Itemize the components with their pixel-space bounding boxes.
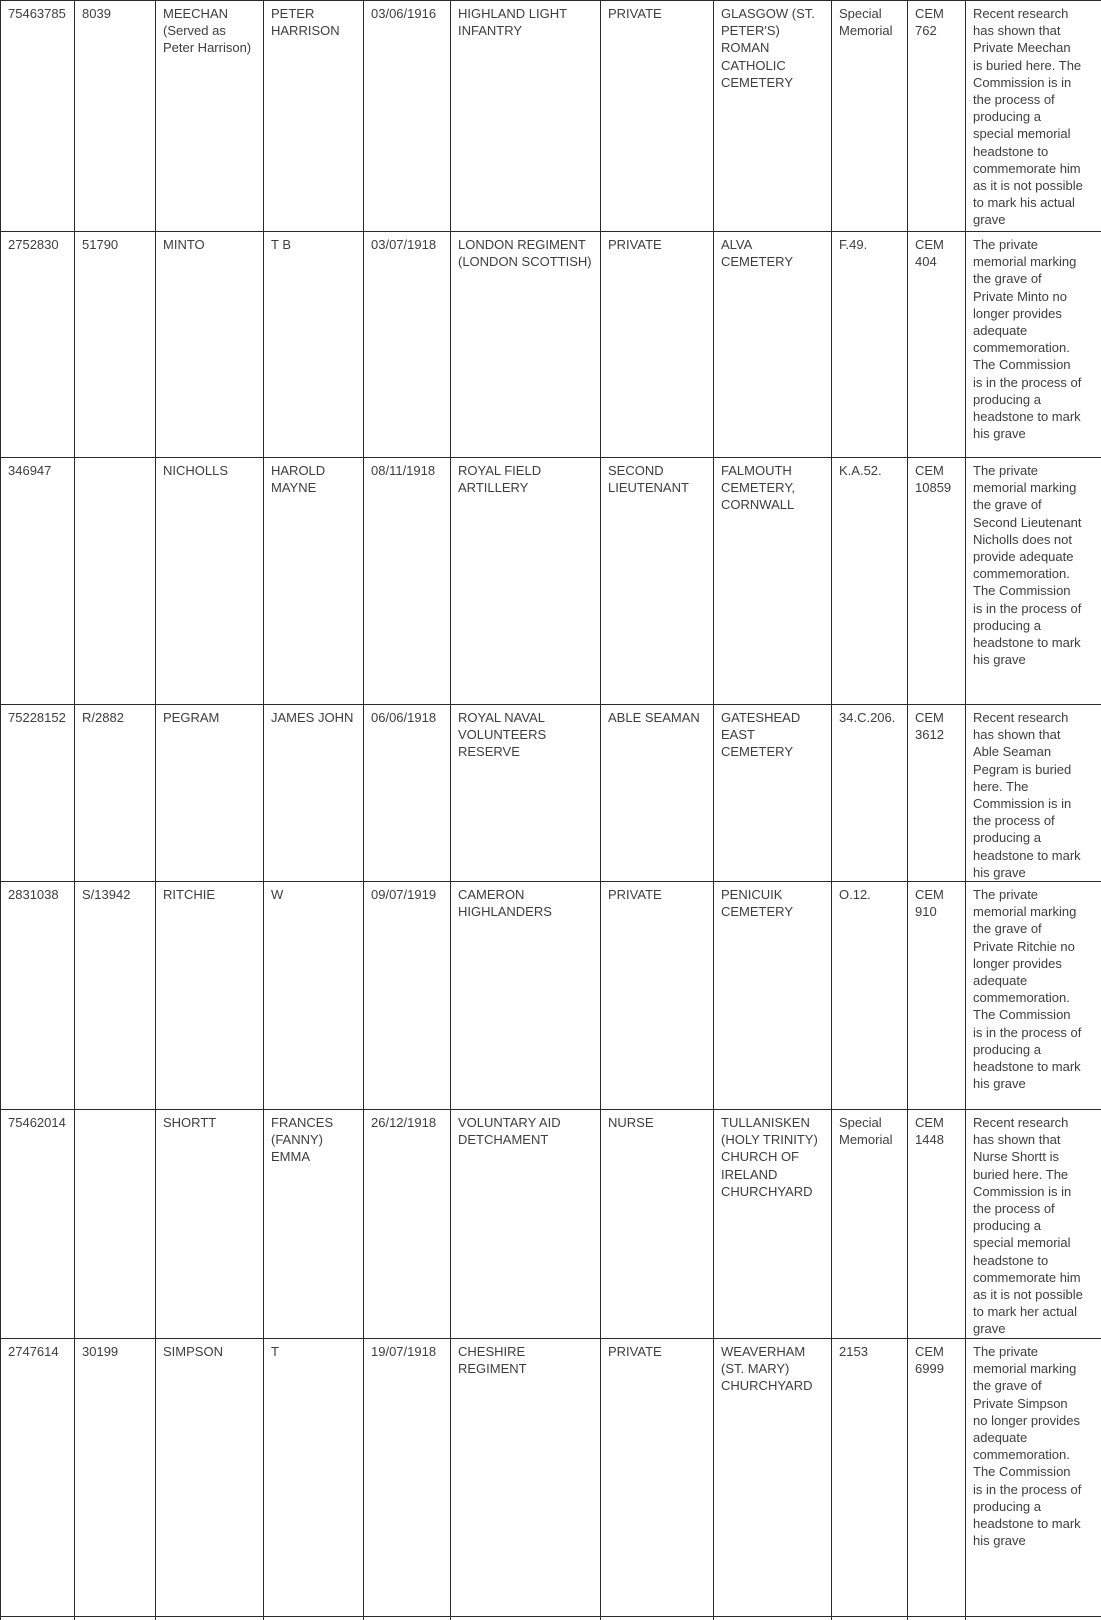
cell-empty	[364, 1617, 451, 1620]
cell-empty	[908, 1617, 966, 1620]
cell-empty	[1, 1617, 75, 1620]
cell-rank: PRIVATE	[601, 882, 714, 1110]
table-row	[1, 1110, 1101, 1339]
cell-cemetery: TULLANISKEN (HOLY TRINITY) CHURCH OF IRELAND CHURCHYARD	[714, 1110, 832, 1339]
cell-record-id: 75228152	[1, 705, 75, 882]
cell-service-number: 30199	[75, 1339, 156, 1617]
cell-regiment: CHESHIRE REGIMENT	[451, 1339, 601, 1617]
table-row	[1, 458, 1101, 705]
cell-service-number: 8039	[75, 1, 156, 232]
cell-notes: The private memorial marking the grave of Private Minto no longer provides adequate commemoration. The Commission is in the process of producing a headstone to mark his grave	[966, 232, 1101, 458]
cell-grave-reference: O.12.	[832, 882, 908, 1110]
cell-surname: NICHOLLS	[156, 458, 264, 705]
cell-date-of-death: 26/12/1918	[364, 1110, 451, 1339]
cell-date-of-death: 03/07/1918	[364, 232, 451, 458]
cell-date-of-death: 19/07/1918	[364, 1339, 451, 1617]
cell-empty	[601, 1617, 714, 1620]
cell-grave-reference: 34.C.206.	[832, 705, 908, 882]
cell-surname: MEECHAN (Served as Peter Harrison)	[156, 1, 264, 232]
cell-forenames: PETER HARRISON	[264, 1, 364, 232]
cell-record-id: 346947	[1, 458, 75, 705]
cell-surname: SHORTT	[156, 1110, 264, 1339]
cell-grave-reference: K.A.52.	[832, 458, 908, 705]
cell-empty	[966, 1617, 1101, 1620]
cell-forenames: JAMES JOHN	[264, 705, 364, 882]
cell-notes: Recent research has shown that Nurse Shortt is buried here. The Commission is in the process of producing a special memorial headstone to commemorate him as it is not possible to mark her actual grave	[966, 1110, 1101, 1339]
cell-service-number: S/13942	[75, 882, 156, 1110]
cell-empty	[832, 1617, 908, 1620]
cell-grave-reference: 2153	[832, 1339, 908, 1617]
cell-forenames: HAROLD MAYNE	[264, 458, 364, 705]
cell-cemetery-code: CEM 10859	[908, 458, 966, 705]
cell-surname: MINTO	[156, 232, 264, 458]
cell-cemetery: GLASGOW (ST. PETER'S) ROMAN CATHOLIC CEMETERY	[714, 1, 832, 232]
cell-service-number	[75, 1110, 156, 1339]
cell-notes: Recent research has shown that Able Seaman Pegram is buried here. The Commission is in the process of producing a headstone to mark his grave	[966, 705, 1101, 882]
cell-rank: PRIVATE	[601, 232, 714, 458]
cell-regiment: LONDON REGIMENT (LONDON SCOTTISH)	[451, 232, 601, 458]
cell-forenames: T	[264, 1339, 364, 1617]
cell-date-of-death: 09/07/1919	[364, 882, 451, 1110]
cell-regiment: ROYAL FIELD ARTILLERY	[451, 458, 601, 705]
table-row	[1, 705, 1101, 882]
cell-cemetery: ALVA CEMETERY	[714, 232, 832, 458]
cell-service-number	[75, 458, 156, 705]
cell-cemetery: GATESHEAD EAST CEMETERY	[714, 705, 832, 882]
cell-cemetery-code: CEM 762	[908, 1, 966, 232]
cell-rank: ABLE SEAMAN	[601, 705, 714, 882]
table-row	[1, 1339, 1101, 1617]
cell-empty	[264, 1617, 364, 1620]
cell-notes: Recent research has shown that Private Meechan is buried here. The Commission is in the process of producing a special memorial headstone to commemorate him as it is not possible to mark his actual grave	[966, 1, 1101, 232]
cell-forenames: FRANCES (FANNY) EMMA	[264, 1110, 364, 1339]
cell-record-id: 2752830	[1, 232, 75, 458]
cell-cemetery: FALMOUTH CEMETERY, CORNWALL	[714, 458, 832, 705]
cell-cemetery-code: CEM 6999	[908, 1339, 966, 1617]
table-row	[1, 1, 1101, 232]
cell-date-of-death: 06/06/1918	[364, 705, 451, 882]
cell-record-id: 75463785	[1, 1, 75, 232]
cell-cemetery-code: CEM 404	[908, 232, 966, 458]
cell-rank: PRIVATE	[601, 1, 714, 232]
cell-empty	[75, 1617, 156, 1620]
cell-grave-reference: F.49.	[832, 232, 908, 458]
cell-regiment: CAMERON HIGHLANDERS	[451, 882, 601, 1110]
cell-notes: The private memorial marking the grave of Private Simpson no longer provides adequate commemoration. The Commission is in the process of producing a headstone to mark his grave	[966, 1339, 1101, 1617]
cell-date-of-death: 03/06/1916	[364, 1, 451, 232]
cell-surname: SIMPSON	[156, 1339, 264, 1617]
cell-record-id: 75462014	[1, 1110, 75, 1339]
cell-notes: The private memorial marking the grave of Private Ritchie no longer provides adequate commemoration. The Commission is in the process of producing a headstone to mark his grave	[966, 882, 1101, 1110]
cell-cemetery: PENICUIK CEMETERY	[714, 882, 832, 1110]
cell-regiment: HIGHLAND LIGHT INFANTRY	[451, 1, 601, 232]
cell-record-id: 2831038	[1, 882, 75, 1110]
table-row	[1, 232, 1101, 458]
cell-cemetery-code: CEM 3612	[908, 705, 966, 882]
cell-surname: PEGRAM	[156, 705, 264, 882]
cell-empty	[714, 1617, 832, 1620]
cell-date-of-death: 08/11/1918	[364, 458, 451, 705]
cell-regiment: ROYAL NAVAL VOLUNTEERS RESERVE	[451, 705, 601, 882]
cell-empty	[156, 1617, 264, 1620]
cell-grave-reference: Special Memorial	[832, 1, 908, 232]
cell-record-id: 2747614	[1, 1339, 75, 1617]
cell-cemetery-code: CEM 1448	[908, 1110, 966, 1339]
cell-empty	[451, 1617, 601, 1620]
cell-notes: The private memorial marking the grave of Second Lieutenant Nicholls does not provide adequate commemoration. The Commission is in the process of producing a headstone to mark his grave	[966, 458, 1101, 705]
cell-grave-reference: Special Memorial	[832, 1110, 908, 1339]
cell-forenames: W	[264, 882, 364, 1110]
cell-forenames: T B	[264, 232, 364, 458]
cell-cemetery-code: CEM 910	[908, 882, 966, 1110]
cell-rank: SECOND LIEUTENANT	[601, 458, 714, 705]
records-table-body	[1, 1, 1101, 1620]
cell-surname: RITCHIE	[156, 882, 264, 1110]
cell-rank: NURSE	[601, 1110, 714, 1339]
cell-regiment: VOLUNTARY AID DETCHAMENT	[451, 1110, 601, 1339]
cell-cemetery: WEAVERHAM (ST. MARY) CHURCHYARD	[714, 1339, 832, 1617]
cell-rank: PRIVATE	[601, 1339, 714, 1617]
table-row-partial	[1, 1617, 1101, 1620]
table-row	[1, 882, 1101, 1110]
cell-service-number: 51790	[75, 232, 156, 458]
cell-service-number: R/2882	[75, 705, 156, 882]
